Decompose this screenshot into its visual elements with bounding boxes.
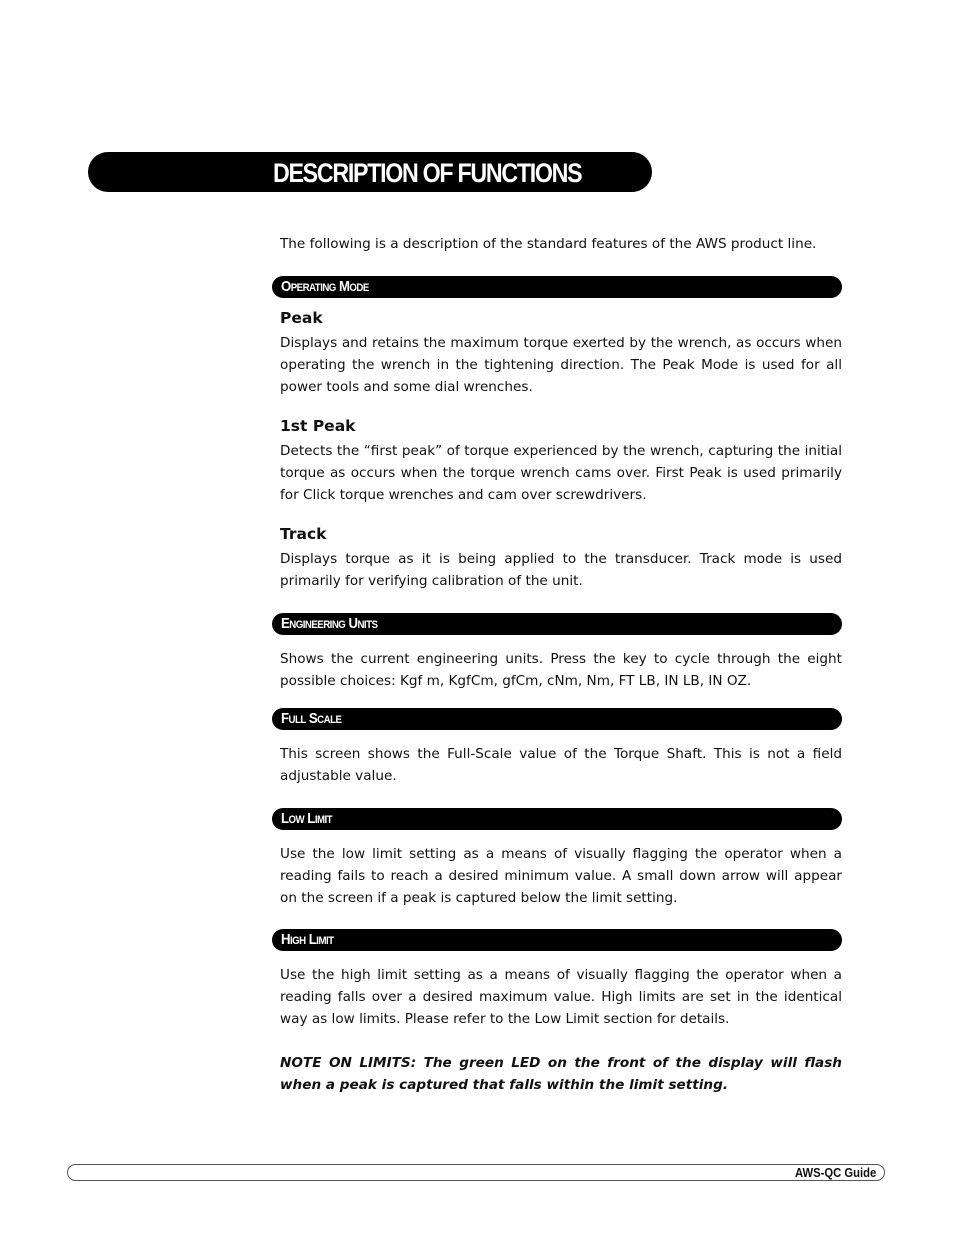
paragraph-track: Displays torque as it is being applied to the transducer. Track mode is used primarily for verifying calibration of the unit. bbox=[280, 551, 842, 589]
section-heading: Operating Mode bbox=[281, 278, 369, 295]
paragraph-engineering-units: Shows the current engineering units. Press the key to cycle through the eight possible choices: Kgf m, KgfCm, gfCm, cNm, Nm, FT LB, IN LB, IN OZ. bbox=[280, 651, 842, 689]
section-heading: High Limit bbox=[281, 931, 334, 948]
section-heading: Low Limit bbox=[281, 810, 333, 827]
footer-guide-title: AWS-QC Guide bbox=[794, 1166, 876, 1180]
section-heading: Full Scale bbox=[281, 710, 342, 727]
section-header-low-limit bbox=[272, 808, 842, 830]
note-on-limits: NOTE ON LIMITS: The green LED on the front of the display will flash when a peak is captured that falls within the limit setting. bbox=[280, 1055, 842, 1093]
intro-text: The following is a description of the standard features of the AWS product line. bbox=[280, 236, 817, 252]
subheading-first-peak: 1st Peak bbox=[280, 417, 356, 435]
paragraph-low-limit: Use the low limit setting as a means of visually flagging the operator when a reading fails to reach a desired minimum value. A small down arrow will appear on the screen if a peak is captured below the limit setting. bbox=[280, 846, 842, 906]
section-header-high-limit bbox=[272, 929, 842, 951]
section-heading: Engineering Units bbox=[281, 615, 378, 632]
section-header-full-scale bbox=[272, 708, 842, 730]
footer-rule bbox=[67, 1164, 885, 1181]
paragraph-high-limit: Use the high limit setting as a means of visually flagging the operator when a reading falls over a desired maximum value. High limits are set in the identical way as low limits. Please refer to the Low Limit section for details. bbox=[280, 967, 842, 1027]
paragraph-first-peak: Detects the “first peak” of torque experienced by the wrench, capturing the initial torque as occurs when the torque wrench cams over. First Peak is used primarily for Click torque wrenches and cam over screwdrivers. bbox=[280, 443, 842, 503]
paragraph-peak: Displays and retains the maximum torque exerted by the wrench, as occurs when operating the wrench in the tightening direction. The Peak Mode is used for all power tools and some dial wrenches. bbox=[280, 335, 842, 395]
subheading-track: Track bbox=[280, 525, 327, 543]
paragraph-full-scale: This screen shows the Full-Scale value of the Torque Shaft. This is not a field adjustable value. bbox=[280, 746, 842, 784]
page-title: DESCRIPTION OF FUNCTIONS bbox=[273, 158, 582, 188]
subheading-peak: Peak bbox=[280, 309, 323, 327]
section-header-engineering-units bbox=[272, 613, 842, 635]
section-header-operating-mode bbox=[272, 276, 842, 298]
